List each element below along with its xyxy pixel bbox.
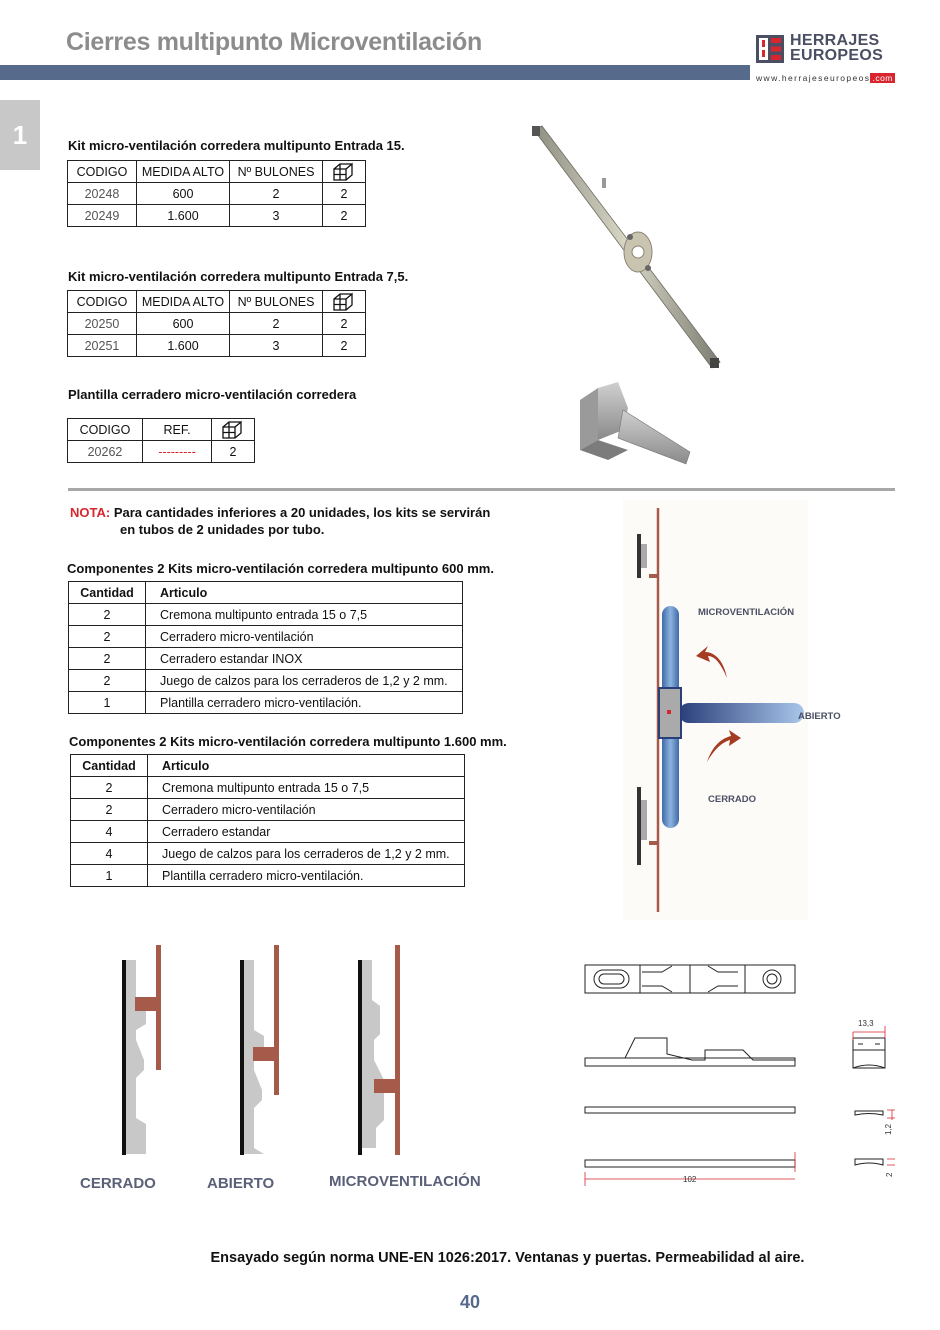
table-row: 4 Cerradero estandar bbox=[71, 821, 465, 843]
plantilla-table: CODIGO REF. 20262 --------- 2 bbox=[67, 418, 255, 463]
kit15-table bbox=[67, 160, 366, 227]
chapter-tab: 1 bbox=[0, 100, 40, 170]
plantilla-title: Plantilla cerradero micro-ventilación corredera bbox=[68, 387, 357, 402]
comp600-title: Componentes 2 Kits micro-ventilación corredera multipunto 600 mm. bbox=[67, 561, 494, 576]
table-row: 1 Plantilla cerradero micro-ventilación. bbox=[71, 865, 465, 887]
col-medida: MEDIDA ALTO bbox=[137, 161, 230, 183]
nota-block bbox=[70, 504, 490, 538]
plantilla-photo bbox=[578, 380, 698, 470]
section-abierto bbox=[240, 945, 279, 1155]
dim-length: 102 bbox=[683, 1175, 697, 1184]
table-row: 2 Juego de calzos para los cerraderos de 1,2 y 2 mm. bbox=[69, 670, 463, 692]
comp1600-table: Cantidad Articulo 2 Cremona multipunto entrada 15 o 7,5 2 Cerradero micro-ventilación 4 Cerradero estandar 4 Juego de calzos para los cerraderos de 1,2 y 2 mm. 1 Plantilla cerradero micro-ventilación. bbox=[70, 754, 465, 887]
state-label-cerrado: CERRADO bbox=[80, 1175, 156, 1192]
table-row: 20248 600 2 2 bbox=[68, 183, 366, 205]
brand-logo bbox=[756, 33, 896, 88]
table-row: 2 Cerradero micro-ventilación bbox=[71, 799, 465, 821]
logo-line-1: HERRAJES bbox=[790, 32, 880, 49]
table-row: 4 Juego de calzos para los cerraderos de 1,2 y 2 mm. bbox=[71, 843, 465, 865]
section-microventilacion bbox=[358, 945, 400, 1155]
table-row: 20250 600 2 2 bbox=[68, 313, 366, 335]
box-pack-icon bbox=[332, 162, 356, 182]
state-cross-sections bbox=[100, 935, 440, 1155]
state-label-microventilacion: MICROVENTILACIÓN bbox=[329, 1173, 481, 1190]
table-row: 2 Cerradero estandar INOX bbox=[69, 648, 463, 670]
footer-note: Ensayado según norma UNE-EN 1026:2017. Ventanas y puertas. Permeabilidad al aire. bbox=[210, 1250, 805, 1266]
kit75-table: CODIGO MEDIDA ALTO Nº BULONES 20250 600 2 2 20251 1.600 3 2 bbox=[67, 290, 366, 357]
table-row: 2 Cremona multipunto entrada 15 o 7,5 bbox=[71, 777, 465, 799]
box-pack-icon bbox=[221, 420, 245, 440]
dim-shim1: 1,2 bbox=[884, 1123, 893, 1135]
logo-line-2: EUROPEOS bbox=[790, 47, 884, 64]
logo-url[interactable]: www.herrajeseuropeos .com bbox=[756, 73, 893, 83]
handle-horizontal bbox=[679, 703, 804, 723]
kit15-title: Kit micro-ventilación corredera multipunto Entrada 15. bbox=[68, 138, 405, 153]
technical-drawing bbox=[580, 960, 910, 1190]
table-row: 20249 1.600 3 2 bbox=[68, 205, 366, 227]
arrow-down-icon bbox=[707, 730, 741, 762]
table-row: 2 Cerradero micro-ventilación bbox=[69, 626, 463, 648]
handle-diagram bbox=[623, 500, 841, 920]
nota-line-2: en tubos de 2 unidades por tubo. bbox=[120, 522, 325, 537]
label-abierto: ABIERTO bbox=[798, 711, 841, 722]
label-microventilacion: MICROVENTILACIÓN bbox=[698, 607, 795, 618]
col-codigo: CODIGO bbox=[68, 161, 137, 183]
section-cerrado bbox=[122, 945, 161, 1155]
logo-mark-icon bbox=[756, 35, 784, 63]
col-bulones: Nº BULONES bbox=[230, 161, 323, 183]
comp600-table: Cantidad Articulo 2 Cremona multipunto entrada 15 o 7,5 2 Cerradero micro-ventilación 2 Cerradero estandar INOX 2 Juego de calzos para los cerraderos de 1,2 y 2 mm. 1 Plantilla cerradero micro-ventilación. bbox=[68, 581, 463, 714]
box-pack-icon bbox=[332, 292, 356, 312]
kit75-title: Kit micro-ventilación corredera multipunto Entrada 7,5. bbox=[68, 269, 409, 284]
table-row: 20251 1.600 3 2 bbox=[68, 335, 366, 357]
dim-width: 13,3 bbox=[858, 1019, 874, 1028]
nota-line-1: Para cantidades inferiores a 20 unidades, los kits se servirán bbox=[113, 505, 491, 520]
page-title: Cierres multipunto Microventilación bbox=[66, 28, 482, 56]
header-bar bbox=[0, 65, 750, 80]
dim-shim2: 2 bbox=[885, 1172, 894, 1177]
nota-label: NOTA: bbox=[70, 505, 111, 520]
cremona-rod-photo bbox=[520, 120, 740, 380]
section-divider bbox=[68, 488, 895, 491]
table-row: 2 Cremona multipunto entrada 15 o 7,5 bbox=[69, 604, 463, 626]
state-label-abierto: ABIERTO bbox=[207, 1175, 275, 1192]
arrow-up-icon bbox=[696, 646, 727, 678]
page-number: 40 bbox=[459, 1292, 481, 1312]
comp1600-title: Componentes 2 Kits micro-ventilación corredera multipunto 1.600 mm. bbox=[69, 734, 507, 749]
table-row: 1 Plantilla cerradero micro-ventilación. bbox=[69, 692, 463, 714]
label-cerrado: CERRADO bbox=[708, 794, 757, 805]
table-row: 20262 --------- 2 bbox=[68, 441, 255, 463]
